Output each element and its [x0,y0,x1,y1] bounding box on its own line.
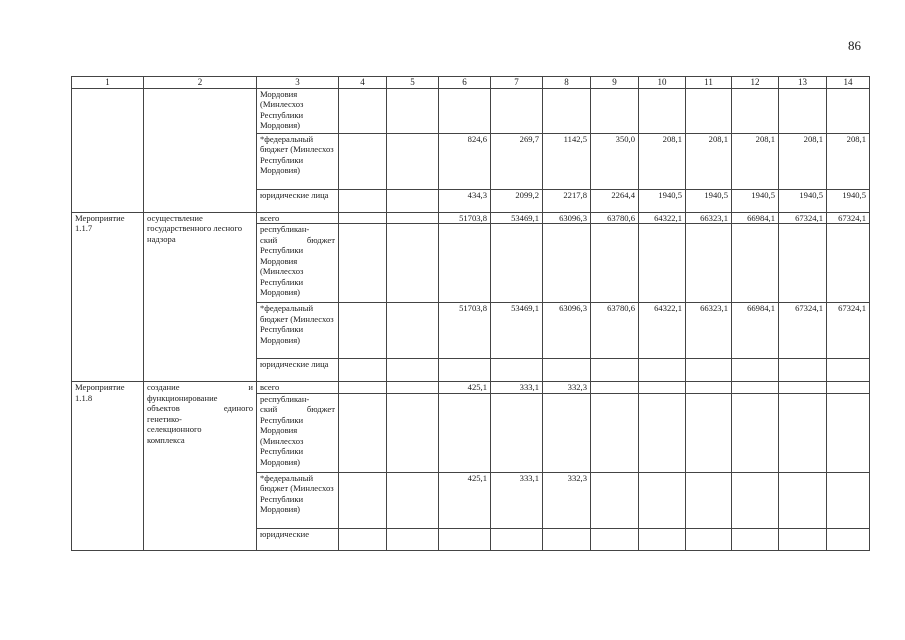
source-line: республикан- [260,224,310,235]
cell-source [257,224,339,303]
cell-source [257,393,339,472]
cell-value: 63096,3 [543,303,591,359]
source-line: Республики Мордовия (Минлесхоз Республики Мордовия) [260,414,304,467]
cell-value: 208,1 [732,134,779,190]
cell-value: 2217,8 [543,190,591,213]
cell-value: 208,1 [686,134,732,190]
cell-event: Мероприятие 1.1.7 [72,213,144,382]
cell-value: 208,1 [827,134,870,190]
cell-value: 63096,3 [543,213,591,224]
col-header: 3 [257,77,339,89]
cell-value: 333,1 [491,382,543,393]
cell-value: 208,1 [639,134,686,190]
col-header: 5 [387,77,439,89]
cell-value: 51703,8 [439,303,491,359]
cell-source: юридические [257,528,339,550]
cell-value: 824,6 [439,134,491,190]
cell-source: всего [257,382,339,393]
cell-source: всего [257,213,339,224]
cell-value: 333,1 [491,472,543,528]
cell-source: *федеральный бюджет (Минлесхоз Республики Мордовия) [257,472,339,528]
cell-value: 434,3 [439,190,491,213]
word: ский [260,234,278,245]
cell-value: 2099,2 [491,190,543,213]
col-header: 11 [686,77,732,89]
cell-value: 67324,1 [827,303,870,359]
word: объектов [147,403,180,414]
source-line [260,235,335,245]
cell-description: осуществление государственного лесного надзора [144,213,257,382]
col-header: 13 [779,77,827,89]
cell-value: 1940,5 [686,190,732,213]
cell-source: юридические лица [257,190,339,213]
cell-value: 67324,1 [779,213,827,224]
cell-value: 332,3 [543,472,591,528]
word: ский [260,404,278,415]
cell-source: *федеральный бюджет (Минлесхоз Республики Мордовия) [257,303,339,359]
cell-value: 332,3 [543,382,591,393]
col-header: 1 [72,77,144,89]
col-header: 9 [591,77,639,89]
col-header: 6 [439,77,491,89]
cell-value: 1142,5 [543,134,591,190]
description-line [147,382,253,392]
cell-value: 67324,1 [779,303,827,359]
cell-source: *федеральный бюджет (Минлесхоз Республики Мордовия) [257,134,339,190]
cell-event [72,89,144,213]
cell-value: 1940,5 [779,190,827,213]
cell-value: 66984,1 [732,303,779,359]
cell-value: 53469,1 [491,213,543,224]
table-row [72,89,870,134]
cell-value: 350,0 [591,134,639,190]
col-header: 7 [491,77,543,89]
table-row [72,213,870,224]
col-header: 14 [827,77,870,89]
cell-value: 425,1 [439,472,491,528]
cell-event: Мероприятие 1.1.8 [72,382,144,550]
cell-value: 67324,1 [827,213,870,224]
cell-value: 64322,1 [639,213,686,224]
table-row [72,382,870,393]
cell-description [144,382,257,550]
cell-value: 63780,6 [591,213,639,224]
cell-value: 2264,4 [591,190,639,213]
cell-value: 1940,5 [827,190,870,213]
source-line [260,404,335,414]
cell-value: 425,1 [439,382,491,393]
cell-value: 53469,1 [491,303,543,359]
cell-source: юридические лица [257,359,339,382]
cell-value: 63780,6 [591,303,639,359]
source-line: республикан- [260,393,310,404]
col-header: 4 [339,77,387,89]
cell-source: Мордовия (Минлесхоз Республики Мордовия) [257,89,339,134]
header-row [72,77,870,89]
cell-value: 51703,8 [439,213,491,224]
budget-table [71,76,870,551]
description-line: функционирование [147,392,218,403]
word: создание [147,382,180,393]
cell-description [144,89,257,213]
col-header: 10 [639,77,686,89]
cell-value: 64322,1 [639,303,686,359]
cell-value: 1940,5 [639,190,686,213]
cell-value: 1940,5 [732,190,779,213]
word: единого [223,403,253,414]
cell-value: 66323,1 [686,303,732,359]
cell-value: 66984,1 [732,213,779,224]
col-header: 8 [543,77,591,89]
col-header: 12 [732,77,779,89]
word: и [248,382,253,393]
word: бюджет [306,234,335,245]
word: бюджет [306,404,335,415]
source-line: Республики Мордовия (Минлесхоз Республики Мордовия) [260,245,304,298]
cell-value: 269,7 [491,134,543,190]
col-header: 2 [144,77,257,89]
description-line: генетико-селекционного комплекса [147,413,202,445]
cell-value: 208,1 [779,134,827,190]
description-line [147,403,253,413]
cell-value: 66323,1 [686,213,732,224]
page-number: 86 [848,38,861,53]
